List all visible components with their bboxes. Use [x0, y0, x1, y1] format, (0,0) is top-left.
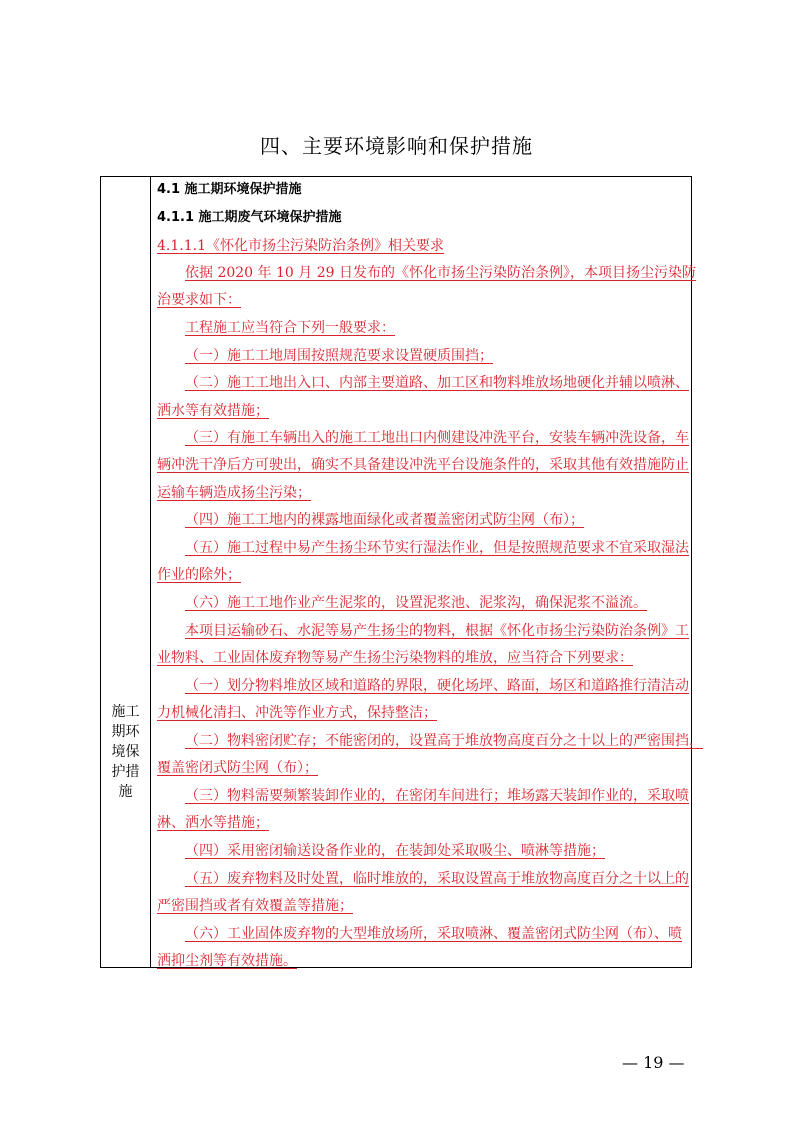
side-label-line: 施	[118, 784, 133, 800]
text-line: 4.1.1.1《怀化市扬尘污染防治条例》相关要求	[157, 238, 444, 254]
text-line: （五）废弃物料及时处置，临时堆放的，采取设置高于堆放物高度百分之十以上的	[185, 871, 689, 887]
text-line: 覆盖密闭式防尘网（布）；	[157, 760, 318, 776]
text-line: 辆冲洗干净后方可驶出，确实不具备建设冲洗平台设施条件的，采取其他有效措施防止	[157, 457, 689, 473]
side-label-cell	[101, 702, 150, 802]
page-number: — 19 —	[622, 1053, 685, 1072]
side-label-line: 境保	[111, 744, 140, 760]
text-line: （四）施工工地内的裸露地面绿化或者覆盖密闭式防尘网（布）；	[185, 512, 584, 528]
text-line: （四）采用密闭输送设备作业的，在装卸处采取吸尘、喷淋等措施；	[185, 843, 605, 859]
text-line: 工程施工应当符合下列一般要求：	[185, 320, 395, 336]
text-line: 依据 2020 年 10 月 29 日发布的《怀化市扬尘污染防治条例》，本项目扬尘污染防	[185, 265, 696, 281]
text-line: 淋、洒水等措施；	[157, 815, 269, 831]
text-line: （一）划分物料堆放区域和道路的界限，硬化场坪、路面，场区和道路推行清洁动	[185, 678, 689, 694]
text-line: 洒抑尘剂等有效措施。	[157, 953, 297, 969]
page-title: 四、主要环境影响和保护措施	[260, 134, 533, 158]
text-line: （六）施工工地作业产生泥浆的，设置泥浆池、泥浆沟，确保泥浆不溢流。	[185, 595, 647, 611]
text-line: 治要求如下：	[157, 292, 241, 308]
text-line: （二）施工工地出入口、内部主要道路、加工区和物料堆放场地硬化并辅以喷淋、	[185, 375, 689, 391]
text-line: 业物料、工业固体废弃物等易产生扬尘污染物料的堆放，应当符合下列要求：	[157, 650, 633, 666]
text-line: （三）物料需要频繁装卸作业的，在密闭车间进行；堆场露天装卸作业的，采取喷	[185, 788, 689, 804]
text-line: 本项目运输砂石、水泥等易产生扬尘的物料，根据《怀化市扬尘污染防治条例》工	[185, 623, 689, 639]
text-line: 力机械化清扫、冲洗等作业方式，保持整洁；	[157, 705, 437, 721]
side-label-line: 施工	[111, 704, 140, 720]
text-line: 运输车辆造成扬尘污染；	[157, 485, 311, 501]
text-line: （三）有施工车辆出入的施工工地出口内侧建设冲洗平台，安装车辆冲洗设备，车	[185, 430, 689, 446]
text-line: （六）工业固体废弃物的大型堆放场所，采取喷淋、覆盖密闭式防尘网（布）、喷	[185, 926, 682, 942]
column-divider	[150, 177, 151, 967]
side-label-line: 期环	[111, 724, 140, 740]
text-line: （一）施工工地周围按照规范要求设置硬质围挡；	[185, 348, 493, 364]
text-line: （二）物料密闭贮存；不能密闭的，设置高于堆放物高度百分之十以上的严密围挡，	[185, 733, 703, 749]
text-line: 洒水等有效措施；	[157, 403, 269, 419]
text-line: 作业的除外；	[157, 567, 241, 583]
side-label-line: 护措	[111, 764, 140, 780]
text-line: 严密围挡或者有效覆盖等措施；	[157, 898, 353, 914]
section-heading: 4.1.1 施工期废气环境保护措施	[157, 210, 342, 225]
section-heading: 4.1 施工期环境保护措施	[157, 182, 302, 197]
text-line: （五）施工过程中易产生扬尘环节实行湿法作业，但是按照规范要求不宜采取湿法	[185, 540, 689, 556]
